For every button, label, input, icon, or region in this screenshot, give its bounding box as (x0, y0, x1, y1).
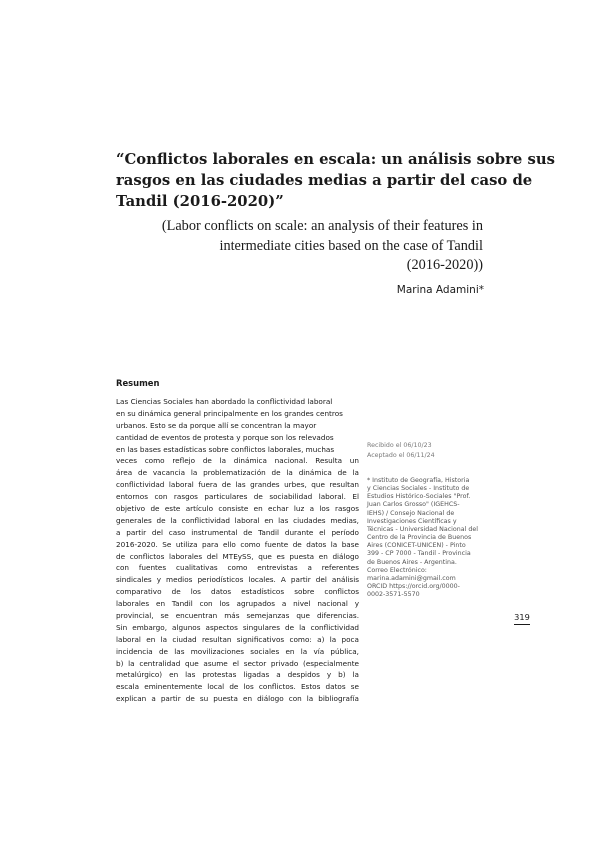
abstract-line: comparativo de los datos estadísticos sobre conflictos (116, 587, 359, 597)
abstract-line: incidencia de las movilizaciones sociales en la vía pública, (116, 646, 359, 656)
author-affiliation-note (367, 477, 487, 599)
abstract-line: urbanos. Esto se da porque allí se concentran la mayor (116, 420, 317, 430)
received-date: Recibido el 06/10/23 (367, 442, 432, 449)
abstract-line: metalúrgico) en las protestas ligadas a despidos y b) la (116, 670, 359, 680)
affiliation-line: IEHS) / Consejo Nacional de (367, 509, 455, 517)
abstract-line: b) la centralidad que asume el sector privado (especialmente (116, 658, 359, 668)
abstract-line: en las bases estadísticas sobre conflictos laborales, muchas (116, 444, 335, 454)
abstract-line: escala eminentemente local de los conflictos. Estos datos se (116, 682, 359, 692)
page-number-underline (514, 624, 530, 625)
title-line: “Conflictos laborales en escala: un análisis sobre sus (116, 151, 555, 168)
title-line: Tandil (2016-2020)” (116, 193, 284, 210)
abstract-line: provincial, se encuentran más semejanzas que diferencias. (116, 611, 359, 621)
article-english-title (116, 217, 483, 276)
subtitle-line: (Labor conflicts on scale: an analysis of their features in (161, 218, 483, 234)
submission-dates (367, 441, 487, 461)
page-number: 319 (514, 612, 530, 622)
abstract-line: Las Ciencias Sociales han abordado la conflictividad laboral (116, 397, 333, 406)
subtitle-line: (2016-2020)) (406, 257, 483, 273)
abstract-line: en su dinámica general principalmente en los grandes centros (116, 408, 343, 418)
affiliation-line: Investigaciones Científicas y (367, 517, 457, 525)
affiliation-line: Correo Electrónico: (367, 566, 427, 574)
subtitle-line: intermediate cities based on the case of Tandil (219, 237, 483, 254)
abstract-line: generales de la conflictividad laboral en las ciudades medias, (116, 515, 359, 525)
affiliation-line: Centro de la Provincia de Buenos (367, 534, 472, 542)
abstract-line: objetivo de este artículo consiste en echar luz a los rasgos (116, 504, 359, 514)
abstract-line: laboral en la ciudad resultan significativos como: a) la poca (116, 634, 359, 644)
abstract-line: conflictividad laboral fuera de las grandes urbes, que resultan (116, 480, 359, 490)
affiliation-line: Estudios Histórico-Sociales "Prof. (367, 493, 471, 501)
affiliation-line: de Buenos Aires - Argentina. (367, 558, 457, 566)
abstract-line: área de vacancia la problematización de la dinámica de la (116, 468, 359, 478)
affiliation-line: y Ciencias Sociales - Instituto de (367, 485, 470, 493)
abstract-line: con fuentes cualitativas como entrevistas a referentes (116, 563, 359, 573)
abstract-line: a partir del caso instrumental de Tandil durante el período (116, 527, 359, 537)
abstract-line: explican a partir de su puesta en diálogo con la bibliografía (116, 694, 359, 704)
affiliation-line: * Instituto de Geografía, Historia (367, 477, 470, 484)
accepted-date: Aceptado el 06/11/24 (367, 451, 435, 459)
abstract-heading: Resumen (116, 378, 160, 388)
author-name: Marina Adamini* (396, 284, 484, 296)
orcid-link[interactable]: ORCID https://orcid.org/0000- (367, 583, 460, 591)
affiliation-line: Aires (CONICET-UNICEN) - Pinto (367, 542, 466, 550)
abstract-line: cantidad de eventos de protesta y porque son los relevados (116, 432, 334, 442)
author-email[interactable]: marina.adamini@gmail.com (367, 574, 456, 582)
affiliation-line: 399 - CP 7000 - Tandil - Provincia (367, 550, 471, 558)
abstract-line: entornos con rasgos particulares de sociabilidad laboral. El (116, 492, 359, 502)
abstract-line: 2016-2020. Se utiliza para ello como fuente de datos la base (116, 539, 359, 549)
article-title (116, 149, 555, 212)
abstract-line: Sin embargo, algunos aspectos singulares de la conflictividad (116, 622, 359, 632)
abstract-body (116, 396, 359, 705)
abstract-line: sindicales y medios periodísticos locales. A partir del análisis (116, 575, 359, 585)
abstract-line: veces como reflejo de la dinámica nacional. Resulta un (116, 456, 359, 466)
title-line: rasgos en las ciudades medias a partir del caso de (116, 172, 533, 189)
abstract-line: laborales en Tandil con los agrupados a nivel nacional y (116, 599, 359, 609)
affiliation-line: Técnicas - Universidad Nacional del (367, 525, 479, 533)
abstract-line: de conflictos laborales del MTEySS, que es puesta en diálogo (116, 551, 359, 561)
orcid-link-continued[interactable]: 0002-3571-5570 (367, 591, 420, 599)
affiliation-line: Juan Carlos Grosso" (IGEHCS- (367, 501, 460, 509)
